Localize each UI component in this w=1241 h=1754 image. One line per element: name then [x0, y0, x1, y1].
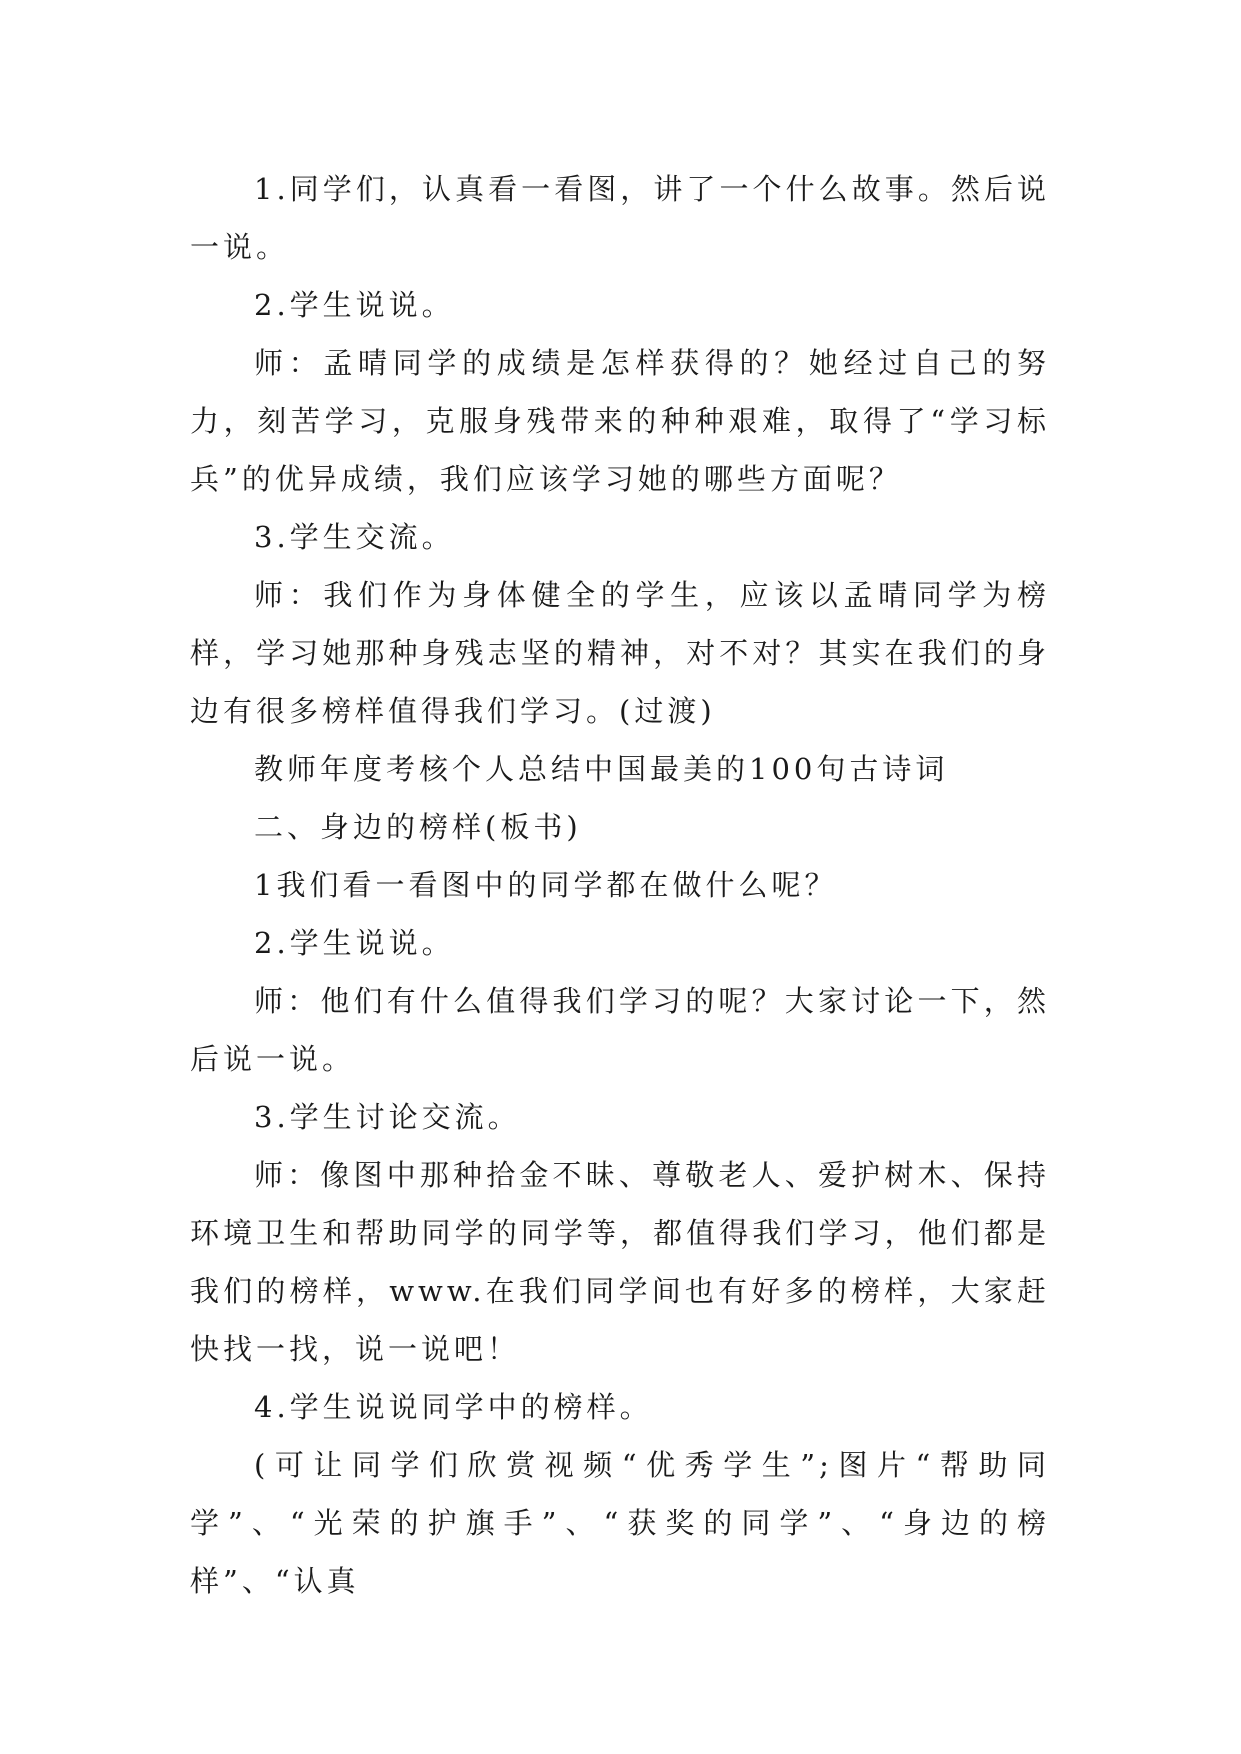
paragraph-13: 4.学生说说同学中的榜样。: [254, 1390, 653, 1424]
paragraph-6: 教师年度考核个人总结中国最美的100句古诗词: [254, 752, 949, 786]
paragraph-1: 1.同学们，认真看一看图，讲了一个什么故事。然后说一说。: [190, 172, 1050, 264]
paragraph-14: (可让同学们欣赏视频“优秀学生”;图片“帮助同学”、“光荣的护旗手”、“获奖的同学”、“身边的榜样”、“认真: [190, 1448, 1050, 1598]
document-body: [190, 160, 1050, 1610]
paragraph-12: 师：像图中那种拾金不昧、尊敬老人、爱护树木、保持环境卫生和帮助同学的同学等，都值得我们学习，他们都是我们的榜样，www.在我们同学间也有好多的榜样，大家赶快找一找，说一说吧！: [190, 1158, 1050, 1366]
paragraph-11: 3.学生讨论交流。: [254, 1100, 521, 1134]
paragraph-8: 1我们看一看图中的同学都在做什么呢？: [254, 868, 838, 902]
paragraph-2: 2.学生说说。: [254, 288, 455, 322]
paragraph-5: 师：我们作为身体健全的学生，应该以孟晴同学为榜样，学习她那种身残志坚的精神，对不对？其实在我们的身边有很多榜样值得我们学习。(过渡): [190, 578, 1050, 728]
paragraph-10: 师：他们有什么值得我们学习的呢？大家讨论一下，然后说一说。: [190, 984, 1050, 1076]
paragraph-9: 2.学生说说。: [254, 926, 455, 960]
paragraph-7: 二、身边的榜样(板书): [254, 810, 582, 844]
paragraph-3: 师：孟晴同学的成绩是怎样获得的？她经过自己的努力，刻苦学习，克服身残带来的种种艰难，取得了“学习标兵”的优异成绩，我们应该学习她的哪些方面呢？: [190, 346, 1050, 496]
paragraph-4: 3.学生交流。: [254, 520, 455, 554]
